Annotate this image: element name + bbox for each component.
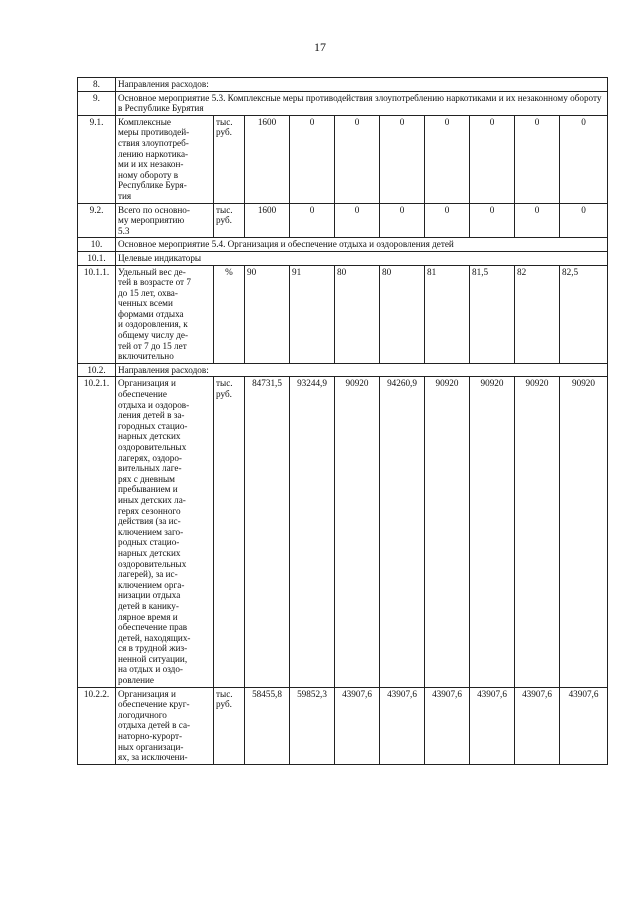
value-cell: 0: [290, 115, 335, 203]
value-cell: 82,5: [560, 265, 608, 363]
section-number: 9.: [78, 91, 116, 115]
section-title: Основное мероприятие 5.3. Комплексные меры противодействия злоупотреблению наркотиками и их незаконному обороту в Республике Бурятия: [116, 91, 608, 115]
value-cell: 43907,6: [335, 687, 380, 764]
section-row-10-1: [78, 251, 608, 265]
value-cell: 59852,3: [290, 687, 335, 764]
section-title: Целевые индикаторы: [116, 251, 608, 265]
value-cell: 0: [560, 203, 608, 238]
value-cell: 90920: [335, 377, 380, 687]
value-cell: 94260,9: [380, 377, 425, 687]
value-cell: 90920: [425, 377, 470, 687]
row-number: 9.2.: [78, 203, 116, 238]
value-cell: 90: [245, 265, 290, 363]
section-row-10-2: [78, 363, 608, 377]
row-name: Организация и обеспечение круг- логодичного отдыха детей в са- наторно-курорт- ных организаци- ях, за исключени-: [116, 687, 214, 764]
section-number: 10.1.: [78, 251, 116, 265]
program-table: [77, 77, 608, 765]
value-cell: 0: [380, 203, 425, 238]
section-title: Направления расходов:: [116, 78, 608, 92]
value-cell: 90920: [470, 377, 515, 687]
value-cell: 0: [470, 115, 515, 203]
value-cell: 43907,6: [425, 687, 470, 764]
value-cell: 43907,6: [470, 687, 515, 764]
value-cell: 0: [470, 203, 515, 238]
page-number: 17: [314, 40, 326, 54]
row-unit: тыс. руб.: [214, 377, 245, 687]
value-cell: 93244,9: [290, 377, 335, 687]
value-cell: 81: [425, 265, 470, 363]
row-number: 9.1.: [78, 115, 116, 203]
row-name: Всего по основно- му мероприятию 5.3: [116, 203, 214, 238]
row-name: Комплексные меры противодей- ствия злоупотреб- лению наркотика- ми и их незакон- ному обороту в Республике Буря- тия: [116, 115, 214, 203]
section-row-8: [78, 78, 608, 92]
row-unit: %: [214, 265, 245, 363]
value-cell: 0: [560, 115, 608, 203]
section-title: Основное мероприятие 5.4. Организация и обеспечение отдыха и оздоровления детей: [116, 238, 608, 252]
value-cell: 43907,6: [560, 687, 608, 764]
row-unit: тыс. руб.: [214, 687, 245, 764]
row-name: Организация и обеспечение отдыха и оздоров- ления детей в за- городных стацио- нарных детских оздоровительных лагерях, оздоро- вительных лаге- рях с дневным пребыванием и иных детских ла- герях сезонного действия (за ис- ключением заго- родных стацио- нарных детских оздоровительных лагерей), за ис- ключением орга- низации отдыха детей в канику- лярное время и обеспечение прав детей, находящих- ся в трудной жиз- ненной ситуации, на отдых и оздо- ровление: [116, 377, 214, 687]
value-cell: 0: [425, 203, 470, 238]
table-row-10-2-2: [78, 687, 608, 764]
table-row-10-2-1: [78, 377, 608, 687]
value-cell: 0: [425, 115, 470, 203]
value-cell: 0: [335, 203, 380, 238]
value-cell: 0: [290, 203, 335, 238]
row-number: 10.2.1.: [78, 377, 116, 687]
table-row-10-1-1: [78, 265, 608, 363]
section-number: 10.: [78, 238, 116, 252]
row-unit: тыс. руб.: [214, 115, 245, 203]
section-number: 8.: [78, 78, 116, 92]
value-cell: 81,5: [470, 265, 515, 363]
value-cell: 91: [290, 265, 335, 363]
value-cell: 0: [335, 115, 380, 203]
value-cell: 0: [515, 203, 560, 238]
section-title: Направления расходов:: [116, 363, 608, 377]
value-cell: 82: [515, 265, 560, 363]
value-cell: 1600: [245, 203, 290, 238]
row-number: 10.1.1.: [78, 265, 116, 363]
section-row-9: [78, 91, 608, 115]
table-row-9-1: [78, 115, 608, 203]
value-cell: 0: [380, 115, 425, 203]
table-row-9-2: [78, 203, 608, 238]
value-cell: 80: [380, 265, 425, 363]
row-number: 10.2.2.: [78, 687, 116, 764]
row-unit: тыс. руб.: [214, 203, 245, 238]
value-cell: 90920: [560, 377, 608, 687]
value-cell: 84731,5: [245, 377, 290, 687]
section-row-10: [78, 238, 608, 252]
value-cell: 0: [515, 115, 560, 203]
value-cell: 80: [335, 265, 380, 363]
value-cell: 43907,6: [380, 687, 425, 764]
row-name: Удельный вес де- тей в возрасте от 7 до 15 лет, охва- ченных всеми формами отдыха и оздоровления, к общему числу де- тей от 7 до 15 лет включительно: [116, 265, 214, 363]
value-cell: 58455,8: [245, 687, 290, 764]
value-cell: 43907,6: [515, 687, 560, 764]
section-number: 10.2.: [78, 363, 116, 377]
value-cell: 90920: [515, 377, 560, 687]
value-cell: 1600: [245, 115, 290, 203]
